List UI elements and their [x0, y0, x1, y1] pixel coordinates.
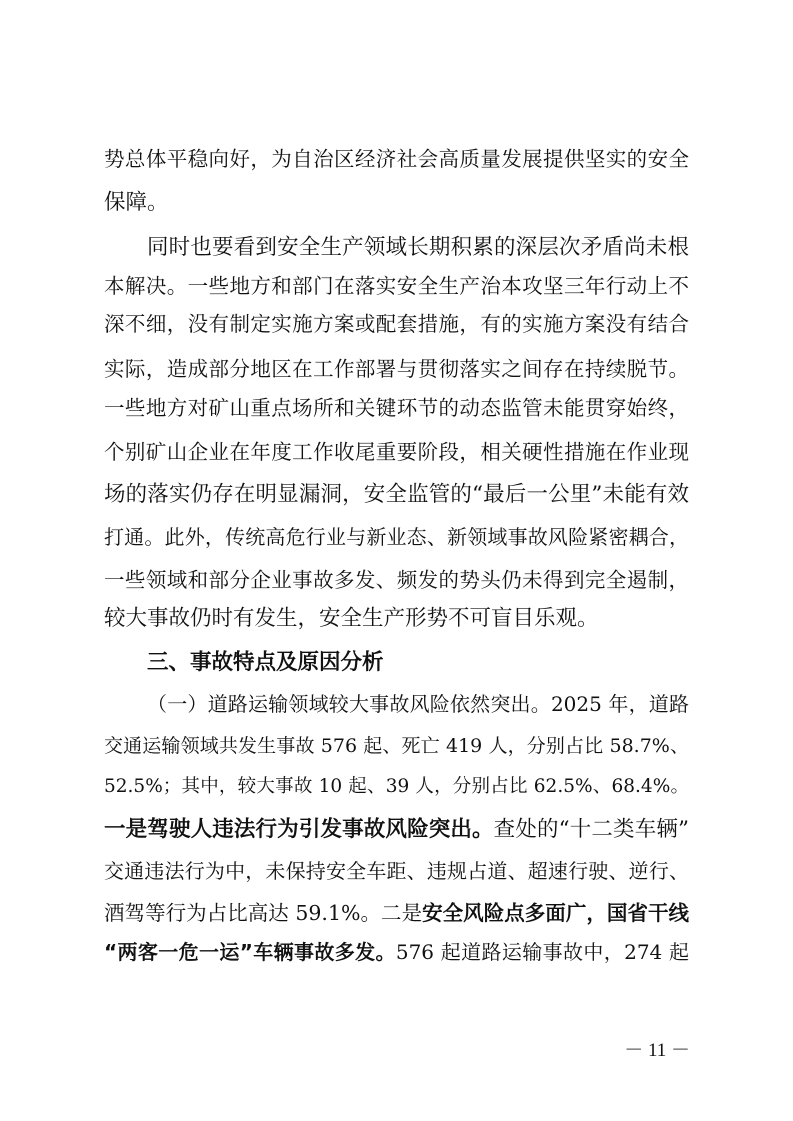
paragraph-line: 同时也要看到安全生产领域长期积累的深层次矛盾尚未根	[147, 235, 689, 260]
page-number: － 11 －	[624, 1040, 690, 1061]
bold-text: “两客一危一运”车辆事故多发。	[104, 940, 396, 964]
paragraph-line: 场的落实仍存在明显漏洞，安全监管的“最后一公里”未能有效	[104, 482, 689, 507]
text-span: 2025 年，道路	[550, 692, 689, 716]
paragraph-line: 较大事故仍时有发生，安全生产形势不可盲目乐观。	[104, 606, 599, 631]
section-heading: 三、事故特点及原因分析	[147, 650, 384, 675]
bold-text: 安全风险点多面广，国省干线	[422, 901, 690, 925]
paragraph-line	[104, 812, 689, 848]
paragraph-line: 一些地方对矿山重点场所和关键环节的动态监管未能贯穿始终，	[104, 396, 689, 420]
paragraph-line: 打通。此外，传统高危行业与新业态、新领域事故风险紧密耦合，	[104, 525, 689, 549]
paragraph-line: 本解决。一些地方和部门在落实安全生产治本攻坚三年行动上不	[104, 274, 689, 298]
text-span: 576 起道路运输事故中，274 起	[395, 940, 690, 964]
paragraph-line: 一些领域和部分企业事故多发、频发的势头仍未得到完全遏制，	[104, 568, 689, 592]
paragraph-line: 交通运输领域共发生事故 576 起、死亡 419 人，分别占比 58.7%、	[104, 735, 689, 757]
paragraph-line: 52.5%；其中，较大事故 10 起、39 人，分别占比 62.5%、68.4%。	[104, 776, 689, 797]
text-span: 查处的“十二类车辆”	[493, 817, 689, 842]
paragraph-line	[104, 895, 689, 931]
paragraph-line: 势总体平稳向好，为自治区经济社会高质量发展提供坚实的安全	[104, 147, 689, 171]
paragraph-line: 深不细，没有制定实施方案或配套措施，有的实施方案没有结合	[104, 312, 689, 336]
bold-text: 一是驾驶人违法行为引发事故风险突出。	[104, 817, 494, 842]
subsection-heading: （一）道路运输领域较大事故风险依然突出。	[147, 692, 551, 716]
paragraph-line	[147, 686, 689, 722]
paragraph-line: 实际，造成部分地区在工作部署与贯彻落实之间存在持续脱节。	[104, 357, 689, 381]
paragraph-line: 保障。	[104, 190, 169, 215]
paragraph-line: 个别矿山企业在年度工作收尾重要阶段，相关硬性措施在作业现	[104, 440, 689, 464]
text-span: 酒驾等行为占比高达 59.1%。二是	[104, 901, 423, 925]
paragraph-line	[104, 934, 689, 970]
paragraph-line: 交通违法行为中，未保持安全车距、违规占道、超速行驶、逆行、	[104, 859, 689, 883]
